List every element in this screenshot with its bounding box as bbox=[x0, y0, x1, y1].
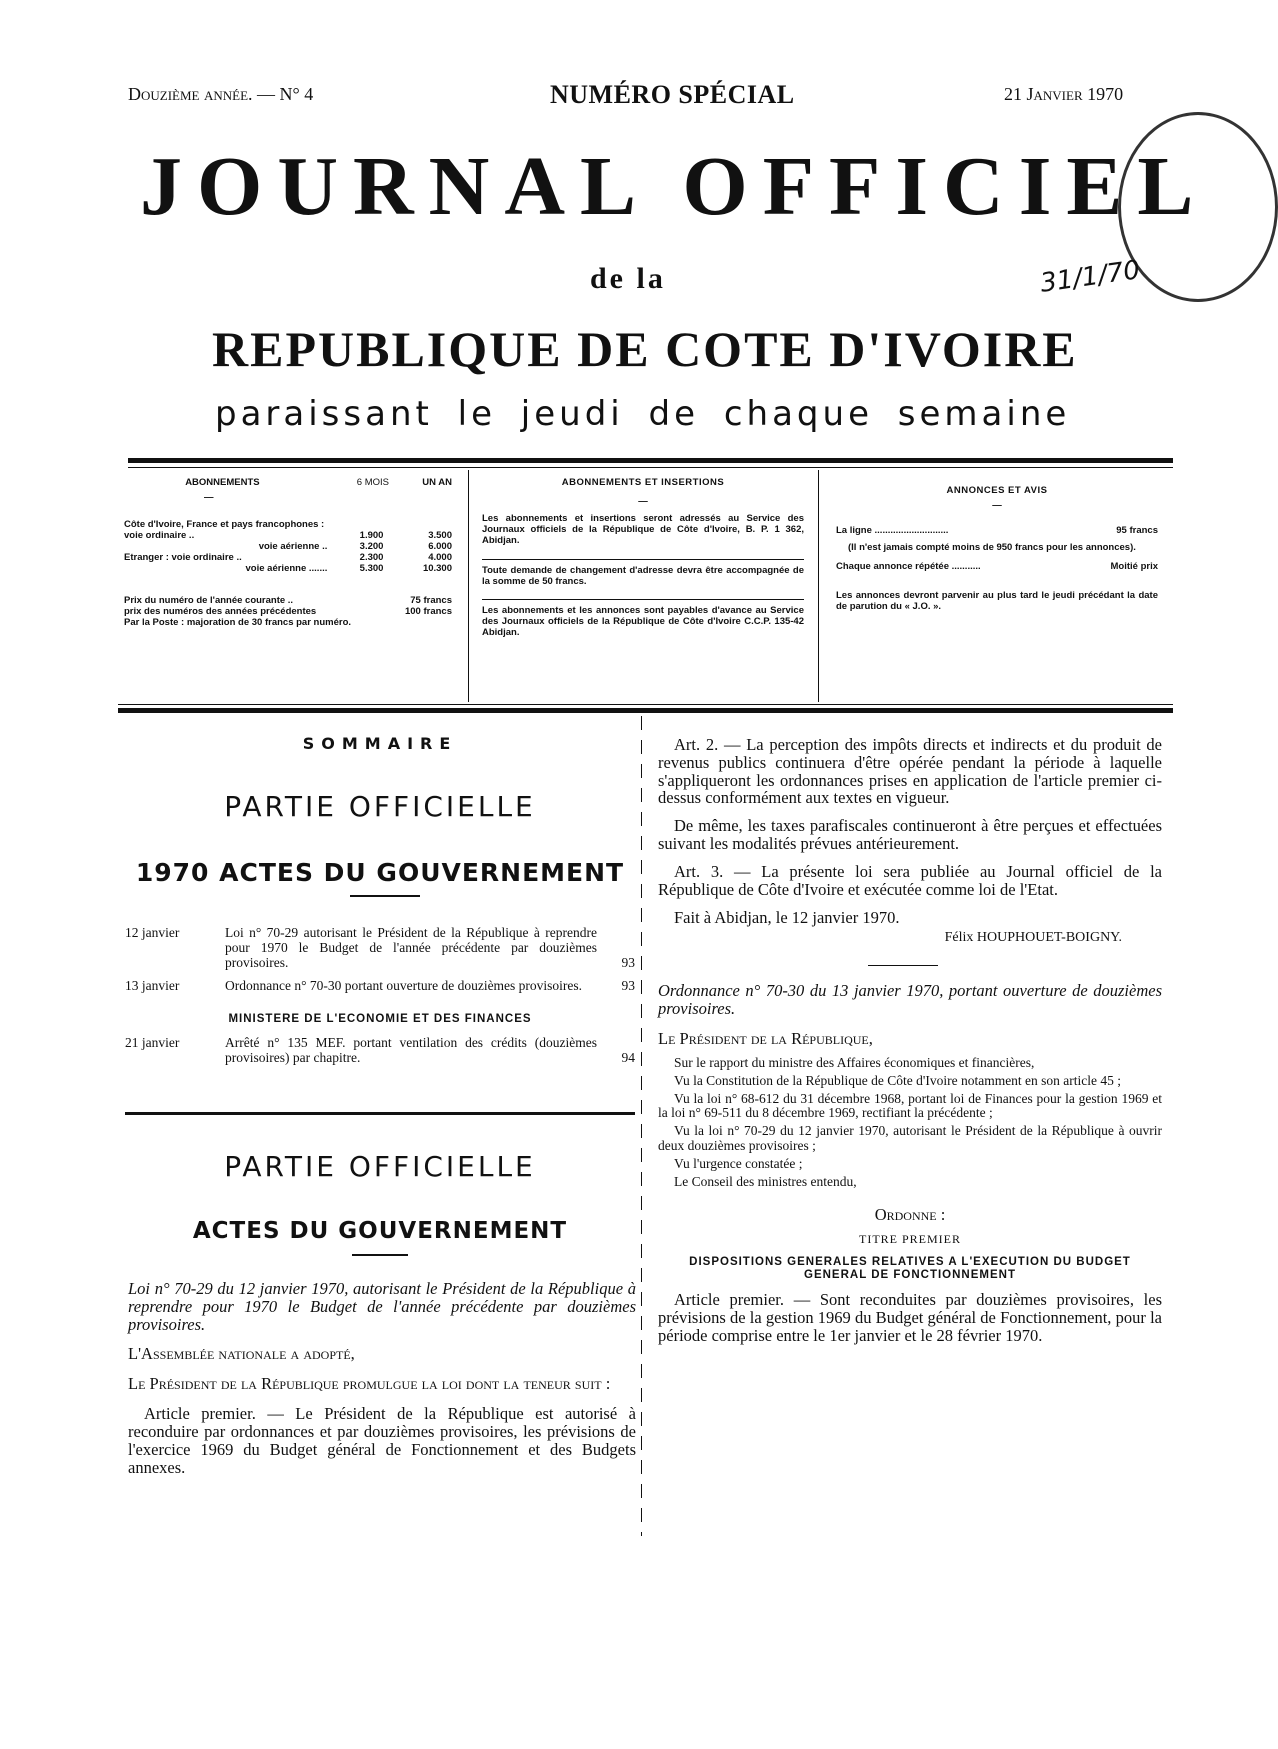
sommaire-underline bbox=[350, 895, 420, 897]
repeat-value: Moitié prix bbox=[1110, 560, 1158, 572]
column-divider bbox=[641, 716, 642, 1536]
article-3: Art. 3. — La présente loi sera publiée au Journal officiel de la République de Côte d'Ivoire et exécutée comme loi de l'Etat. bbox=[658, 861, 1162, 899]
actes-heading: ACTES DU GOUVERNEMENT bbox=[192, 1218, 568, 1244]
president-promulgue: Le Président de la République promulgue la loi dont la teneur suit : bbox=[128, 1374, 611, 1394]
left-column-body bbox=[128, 1280, 636, 1476]
sommaire-entry: 21 janvier Arrêté n° 135 MEF. portant ventilation des crédits (douzièmes provisoires) par chapitre. 94 bbox=[125, 1035, 635, 1065]
annonces-deadline: Les annonces devront parvenir au plus tard le jeudi précédant la date de parution du « J.O. ». bbox=[836, 589, 1158, 612]
ligne-label: La ligne ............................ bbox=[836, 524, 949, 536]
article-2: Art. 2. — La perception des impôts directs et indirects et du produit de revenus publics continuera d'être opérée pendant la période à laquelle s'appliqueront les ordonnances prises en application de l'article premier ci-dessus conformément aux textes en vigueur. bbox=[658, 735, 1162, 808]
ordonne: Ordonne : bbox=[874, 1204, 946, 1224]
price-row: Par la Poste : majoration de 30 francs par numéro. bbox=[124, 617, 352, 629]
sommaire-partie: PARTIE OFFICIELLE bbox=[224, 790, 536, 823]
actes-underline bbox=[352, 1254, 408, 1256]
insertions-payment: Les abonnements et les annonces sont payables d'avance au Service des Journaux officiels de la République de Côte d'Ivoire C.C.P. 135-42 Abidjan. bbox=[482, 605, 804, 639]
col-6-mois: 6 MOIS bbox=[356, 477, 389, 488]
top-rule-thick bbox=[128, 458, 1173, 463]
sommaire-actes: 1970 ACTES DU GOUVERNEMENT bbox=[135, 858, 625, 887]
visa-item: Sur le rapport du ministre des Affaires économiques et financières, bbox=[674, 1054, 1035, 1070]
box-divider-2 bbox=[818, 470, 819, 702]
title-de-la: de la bbox=[590, 262, 666, 295]
partie-officielle: PARTIE OFFICIELLE bbox=[224, 1150, 536, 1183]
subscription-row: voie aérienne ....... 5.300 10.300 bbox=[245, 562, 452, 574]
repeat-label: Chaque annonce répétée ........... bbox=[836, 560, 981, 572]
journal-title: JOURNAL OFFICIEL bbox=[140, 140, 1209, 233]
dispositions-heading: DISPOSITIONS GENERALES RELATIVES A L'EXECUTION DU BUDGET GENERAL DE FONCTIONNEMENT bbox=[689, 1256, 1131, 1281]
sommaire-entry: 12 janvier Loi n° 70-29 autorisant le Président de la République à reprendre pour 1970 le Budget de l'année précédente par douzièmes provisoires. 93 bbox=[125, 925, 635, 970]
official-stamp bbox=[1118, 112, 1278, 302]
sommaire-end-rule bbox=[125, 1112, 635, 1115]
assemblee-adopte: L'Assemblée nationale a adopté, bbox=[128, 1344, 355, 1364]
price-row: Prix du numéro de l'année courante .. 75 francs bbox=[124, 595, 452, 607]
visa-item: Vu l'urgence constatée ; bbox=[674, 1155, 803, 1171]
subscriptions-heading: ABONNEMENTS bbox=[185, 477, 260, 488]
signature: Félix HOUPHOUET-BOIGNY. bbox=[944, 930, 1122, 946]
visa-item: Vu la loi n° 70-29 du 12 janvier 1970, autorisant le Président de la République à ouvrir deux douzièmes provisoires ; bbox=[658, 1123, 1162, 1154]
subscription-row: Etranger : voie ordinaire .. 2.300 4.000 bbox=[124, 551, 452, 563]
insertions-change-address: Toute demande de changement d'adresse devra être accompagnée de la somme de 50 francs. bbox=[482, 564, 804, 587]
special-issue-label: NUMÉRO SPÉCIAL bbox=[550, 80, 795, 109]
ligne-value: 95 francs bbox=[1116, 524, 1158, 536]
insertions-address: Les abonnements et insertions seront adressés au Service des Journaux officiels de la République de Côte d'Ivoire, B. P. 1 362, Abidjan. bbox=[482, 512, 804, 546]
col-un-an: UN AN bbox=[422, 477, 452, 488]
box-rule-thin bbox=[118, 704, 1173, 705]
article-premier: Article premier. — Le Président de la République est autorisé à reconduire par ordonnances et par douzièmes provisoires, les prévisions de l'exercice 1969 du Budget général de Fonctionnement et des Budgets annexes. bbox=[128, 1404, 636, 1477]
annonces-note: (Il n'est jamais compté moins de 950 francs pour les annonces). bbox=[848, 541, 1136, 553]
handwritten-date: 31/1/70 bbox=[1038, 255, 1142, 299]
loi-title: Loi n° 70-29 du 12 janvier 1970, autorisant le Président de la République à reprendre pour 1970 le Budget de l'année précédente par douzièmes provisoires. bbox=[128, 1279, 636, 1334]
issue-number: Douzième année. — N° 4 bbox=[128, 84, 314, 104]
ministry-heading: MINISTERE DE L'ECONOMIE ET DES FINANCES bbox=[228, 1013, 532, 1026]
box-divider-1 bbox=[468, 470, 469, 702]
ord-article-premier: Article premier. — Sont reconduites par douzièmes provisoires, les prévisions de la gestion 1969 du Budget général de Fonctionnement, pour la période comprise entre le 1er janvier et le 28 février 1970. bbox=[658, 1290, 1162, 1345]
president-republique: Le Président de la République, bbox=[658, 1029, 873, 1049]
visa-item: Vu la Constitution de la République de Côte d'Ivoire notamment en son article 45 ; bbox=[674, 1072, 1122, 1088]
insertions-box: ABONNEMENTS ET INSERTIONS — Les abonnements et insertions seront adressés au Service des Journaux officiels de la République de Côte d'Ivoire, B. P. 1 362, Abidjan. Toute demande de changement d'adresse devra être accompagnée de la somme de 50 francs. Les abonnements et les annonces sont payables d'avance au Service des Journaux officiels de la République de Côte d'Ivoire C.C.P. 135-42 Abidjan. bbox=[482, 477, 804, 639]
sommaire-entries bbox=[125, 926, 635, 1066]
signature-rule bbox=[868, 965, 938, 966]
annonces-box: ANNONCES ET AVIS — La ligne ............................ 95 francs (Il n'est jamais compté moins de 950 francs pour les annonces). Chaque annonce répétée ........... Moitié prix Les annonces devront parvenir au plus tard le jeudi précédant la date de parution du « J.O. ». bbox=[836, 485, 1158, 612]
republic-title: REPUBLIQUE DE COTE D'IVOIRE bbox=[212, 321, 1078, 377]
visas-list bbox=[658, 1056, 1162, 1190]
sommaire-heading: SOMMAIRE bbox=[302, 734, 458, 753]
right-column-body bbox=[658, 736, 1162, 1345]
sommaire-entry: 13 janvier Ordonnance n° 70-30 portant ouverture de douzièmes provisoires. 93 bbox=[125, 977, 635, 993]
ordonnance-title: Ordonnance n° 70-30 du 13 janvier 1970, portant ouverture de douzièmes provisoires. bbox=[658, 981, 1162, 1019]
publication-frequency: paraissant le jeudi de chaque semaine bbox=[215, 394, 1071, 434]
subscription-row: Côte d'Ivoire, France et pays francophones : voie ordinaire .. 1.900 3.500 bbox=[124, 518, 452, 541]
annonces-heading: ANNONCES ET AVIS bbox=[946, 485, 1048, 496]
visa-item: Le Conseil des ministres entendu, bbox=[674, 1173, 857, 1189]
price-row: prix des numéros des années précédentes 100 francs bbox=[124, 606, 452, 618]
subscription-row: voie aérienne .. 3.200 6.000 bbox=[258, 540, 452, 552]
de-meme: De même, les taxes parafiscales continueront à être perçues et effectuées suivant les modalités prévues antérieurement. bbox=[658, 816, 1162, 854]
box-rule-thick bbox=[118, 708, 1173, 713]
subscriptions-box: ABONNEMENTS 6 MOIS UN AN — Côte d'Ivoire, France et pays francophones : voie ordinaire .. 1.900 3.500 voie aérienne .. 3.200 6.000 Etranger : voie ordinaire .. 2.300 4.000 voie aérienne ....... 5.300 10.300 Prix du numéro de l'année courante .. 75 francs prix des numéros des années précédentes 100 francs Par la Poste : majoration de 30 francs par numéro. bbox=[124, 477, 452, 629]
titre-premier: TITRE PREMIER bbox=[859, 1232, 961, 1247]
fait-a-abidjan: Fait à Abidjan, le 12 janvier 1970. bbox=[674, 907, 900, 927]
top-rule-thin bbox=[128, 467, 1173, 468]
insertions-heading: ABONNEMENTS ET INSERTIONS bbox=[561, 477, 725, 488]
visa-item: Vu la loi n° 68-612 du 31 décembre 1968, portant loi de Finances pour la gestion 1969 et la loi n° 69-511 du 8 décembre 1969, rectifiant la précédente ; bbox=[658, 1090, 1162, 1121]
issue-date: 21 Janvier 1970 bbox=[1004, 84, 1124, 104]
